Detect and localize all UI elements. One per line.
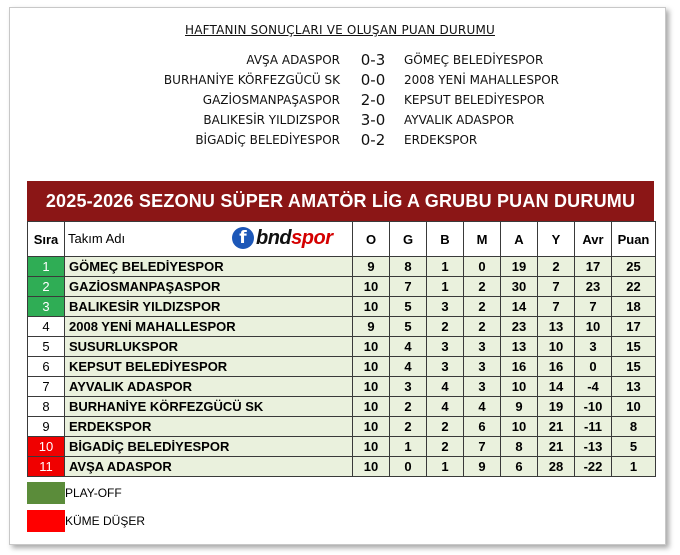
standings-table [27,221,656,477]
drawn-cell: 3 [427,297,464,317]
won-cell: 2 [390,417,427,437]
goals-against-cell: 19 [538,397,575,417]
team-name-cell: AYVALIK ADASPOR [65,377,353,397]
goals-against-cell: 21 [538,437,575,457]
result-home-team: BİGADİÇ BELEDİYESPOR [195,133,340,147]
won-cell: 3 [390,377,427,397]
rank-cell: 8 [28,397,65,417]
result-home-team: AVŞA ADASPOR [246,53,340,67]
played-cell: 10 [353,397,390,417]
lost-cell: 4 [464,397,501,417]
team-name-cell: BALIKESİR YILDIZSPOR [65,297,353,317]
result-row [0,52,680,70]
standings-header-row [28,222,656,257]
bndspor-logo [232,225,333,251]
goals-for-cell: 16 [501,357,538,377]
goals-against-cell: 7 [538,277,575,297]
goals-for-cell: 6 [501,457,538,477]
points-cell: 5 [612,437,656,457]
table-row [28,317,656,337]
points-cell: 25 [612,257,656,277]
result-away-team: KEPSUT BELEDİYESPOR [404,93,545,107]
goal-diff-cell: -4 [575,377,612,397]
drawn-cell: 2 [427,417,464,437]
rank-cell: 7 [28,377,65,397]
col-header-goals-against: Y [538,222,575,257]
drawn-cell: 3 [427,337,464,357]
won-cell: 2 [390,397,427,417]
standings-title: 2025-2026 SEZONU SÜPER AMATÖR LİG A GRUBU PUAN DURUMU [45,190,636,211]
legend-swatch [27,510,65,532]
result-score: 0-3 [360,51,386,69]
table-row [28,457,656,477]
played-cell: 10 [353,437,390,457]
legend-label: KÜME DÜŞER [65,514,146,528]
goal-diff-cell: 23 [575,277,612,297]
table-row [28,277,656,297]
won-cell: 7 [390,277,427,297]
result-away-team: AYVALIK ADASPOR [404,113,515,127]
result-away-team: 2008 YENİ MAHALLESPOR [404,73,559,87]
goal-diff-cell: -22 [575,457,612,477]
result-home-team: BURHANİYE KÖRFEZGÜCÜ SK [163,73,340,87]
goals-for-cell: 19 [501,257,538,277]
result-home-team: BALIKESİR YILDIZSPOR [203,113,340,127]
goal-diff-cell: -11 [575,417,612,437]
played-cell: 10 [353,417,390,437]
goals-for-cell: 10 [501,377,538,397]
goals-against-cell: 13 [538,317,575,337]
team-name-cell: 2008 YENİ MAHALLESPOR [65,317,353,337]
table-row [28,377,656,397]
goal-diff-cell: 7 [575,297,612,317]
points-cell: 22 [612,277,656,297]
lost-cell: 2 [464,317,501,337]
team-name-cell: GÖMEÇ BELEDİYESPOR [65,257,353,277]
legend-swatch [27,482,65,504]
won-cell: 4 [390,357,427,377]
lost-cell: 7 [464,437,501,457]
won-cell: 0 [390,457,427,477]
result-score: 0-0 [360,71,386,89]
drawn-cell: 4 [427,397,464,417]
col-header-drawn: B [427,222,464,257]
points-cell: 1 [612,457,656,477]
goals-against-cell: 16 [538,357,575,377]
result-row [0,132,680,150]
team-name-cell: ERDEKSPOR [65,417,353,437]
goal-diff-cell: 3 [575,337,612,357]
result-away-team: GÖMEÇ BELEDİYESPOR [404,53,544,67]
goals-against-cell: 10 [538,337,575,357]
lost-cell: 6 [464,417,501,437]
played-cell: 9 [353,257,390,277]
won-cell: 8 [390,257,427,277]
rank-cell: 5 [28,337,65,357]
col-header-goals-for: A [501,222,538,257]
goal-diff-cell: 10 [575,317,612,337]
drawn-cell: 3 [427,357,464,377]
drawn-cell: 1 [427,457,464,477]
col-header-rank: Sıra [28,222,65,257]
goals-against-cell: 14 [538,377,575,397]
lost-cell: 3 [464,357,501,377]
goals-against-cell: 2 [538,257,575,277]
table-row [28,297,656,317]
lost-cell: 9 [464,457,501,477]
goals-for-cell: 23 [501,317,538,337]
goals-for-cell: 8 [501,437,538,457]
result-score: 3-0 [360,111,386,129]
team-name-cell: GAZİOSMANPAŞASPOR [65,277,353,297]
rank-cell: 10 [28,437,65,457]
team-name-cell: BURHANİYE KÖRFEZGÜCÜ SK [65,397,353,417]
team-name-cell: BİGADİÇ BELEDİYESPOR [65,437,353,457]
drawn-cell: 1 [427,257,464,277]
result-score: 2-0 [360,91,386,109]
table-row [28,337,656,357]
lost-cell: 2 [464,277,501,297]
goals-for-cell: 10 [501,417,538,437]
col-header-team-label: Takım Adı [68,231,126,246]
result-away-team: ERDEKSPOR [404,133,478,147]
result-row [0,72,680,90]
drawn-cell: 2 [427,437,464,457]
points-cell: 15 [612,357,656,377]
goals-against-cell: 7 [538,297,575,317]
played-cell: 10 [353,457,390,477]
goals-against-cell: 21 [538,417,575,437]
standings-title-banner [27,181,654,221]
weekly-results-title: HAFTANIN SONUÇLARI VE OLUŞAN PUAN DURUMU [185,23,495,37]
played-cell: 10 [353,277,390,297]
lost-cell: 2 [464,297,501,317]
won-cell: 4 [390,337,427,357]
won-cell: 1 [390,437,427,457]
result-row [0,112,680,130]
lost-cell: 0 [464,257,501,277]
goal-diff-cell: -13 [575,437,612,457]
goal-diff-cell: -10 [575,397,612,417]
played-cell: 9 [353,317,390,337]
points-cell: 17 [612,317,656,337]
col-header-team [65,222,353,257]
rank-cell: 11 [28,457,65,477]
col-header-lost: M [464,222,501,257]
col-header-played: O [353,222,390,257]
goal-diff-cell: 0 [575,357,612,377]
result-score: 0-2 [360,131,386,149]
rank-cell: 6 [28,357,65,377]
rank-cell: 9 [28,417,65,437]
lost-cell: 3 [464,337,501,357]
facebook-icon: f [232,227,254,249]
won-cell: 5 [390,297,427,317]
lost-cell: 3 [464,377,501,397]
result-home-team: GAZİOSMANPAŞASPOR [202,93,340,107]
goals-for-cell: 14 [501,297,538,317]
goals-for-cell: 13 [501,337,538,357]
col-header-goal-diff: Avr [575,222,612,257]
points-cell: 8 [612,417,656,437]
drawn-cell: 2 [427,317,464,337]
table-row [28,417,656,437]
col-header-won: G [390,222,427,257]
goal-diff-cell: 17 [575,257,612,277]
table-row [28,437,656,457]
drawn-cell: 1 [427,277,464,297]
table-row [28,397,656,417]
played-cell: 10 [353,297,390,317]
played-cell: 10 [353,337,390,357]
rank-cell: 2 [28,277,65,297]
goals-against-cell: 28 [538,457,575,477]
played-cell: 10 [353,357,390,377]
team-name-cell: SUSURLUKSPOR [65,337,353,357]
table-row [28,257,656,277]
goals-for-cell: 30 [501,277,538,297]
rank-cell: 3 [28,297,65,317]
team-name-cell: KEPSUT BELEDİYESPOR [65,357,353,377]
legend-item [27,482,122,504]
won-cell: 5 [390,317,427,337]
legend-label: PLAY-OFF [65,486,122,500]
bndspor-wordmark: bndspor [256,226,333,249]
points-cell: 10 [612,397,656,417]
goals-for-cell: 9 [501,397,538,417]
points-cell: 15 [612,337,656,357]
result-row [0,92,680,110]
points-cell: 18 [612,297,656,317]
table-row [28,357,656,377]
points-cell: 13 [612,377,656,397]
played-cell: 10 [353,377,390,397]
team-name-cell: AVŞA ADASPOR [65,457,353,477]
rank-cell: 1 [28,257,65,277]
rank-cell: 4 [28,317,65,337]
drawn-cell: 4 [427,377,464,397]
col-header-points: Puan [612,222,656,257]
legend-item [27,510,145,532]
